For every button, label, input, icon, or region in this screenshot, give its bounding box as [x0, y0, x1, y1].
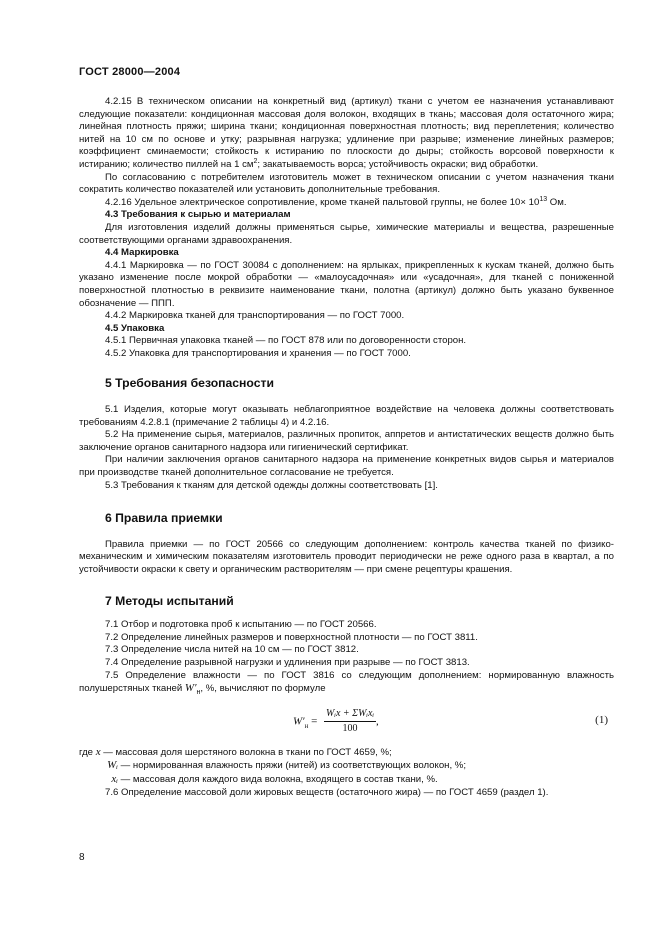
section-5-title: 5 Требования безопасности: [105, 376, 274, 391]
formula-where: где x — массовая доля шерстяного волокна в ткани по ГОСТ 4659, %;: [79, 745, 392, 758]
clause-7-2: 7.2 Определение линейных размеров и поверхностной плотности — по ГОСТ 3811.: [105, 631, 478, 643]
formula-denominator: 100: [342, 723, 358, 735]
clause-4-4-1: 4.4.1 Маркировка — по ГОСТ 30084 с дополнением: на ярлыках, прикрепленных к кускам тканей, должно быть указано изменение после мокрой обработки — «малоусадочная» или «усадочная», для тканей с пониженной поверхностной плотностью в реквизите наименование ткани, полотна (артикул) должно быть указано буквенное обозначение — ППП.: [79, 259, 614, 309]
clause-4-2-15: 4.2.15 В техническом описании на конкретный вид (артикул) ткани с учетом ее назначения устанавливают следующие показатели: кондиционная массовая доля волокон, входящих в ткань; массовая доля остаточного жира; линейная плотность пряжи; ширина ткани; кондиционная поверхностная плотность; вид переплетения; количество нитей на 10 см по основе и утку; разрывная нагрузка; удлинение при разрыве; изменение линейных размеров; коэффициент сминаемости; стойкость к истиранию по плоскости до дыры; стойкость ворсовой поверхности к истиранию; количество пиллей на 1 $см^2$; закатываемость ворса; устойчивость окраски; вид обработки.: [79, 96, 614, 170]
clause-4-5-1: 4.5.1 Первичная упаковка тканей — по ГОСТ 878 или по договоренности сторон.: [105, 335, 467, 347]
formula-number: (1): [595, 713, 608, 726]
page-number: 8: [79, 852, 85, 863]
formula-fraction: [324, 708, 376, 736]
clause-5-3: 5.3 Требования к тканям для детской одежды должны соответствовать [1].: [105, 479, 438, 491]
formula-def-wi: Wᵢ — нормированная влажность пряжи (нитей) из соответствующих волокон, %;: [107, 759, 466, 772]
clause-7-6: 7.6 Определение массовой доли жировых веществ (остаточного жира) — по ГОСТ 4659 (раздел 1).: [105, 786, 549, 798]
heading-4-5: 4.5 Упаковка: [105, 322, 165, 334]
clause-5-2: 5.2 На применение сырья, материалов, различных пропиток, аппретов и антистатических веществ должно быть заключение органов санитарного надзора или гигиенический сертификат.: [79, 429, 614, 453]
heading-4-3: 4.3 Требования к сырью и материалам: [105, 209, 291, 221]
page-content: [79, 96, 614, 799]
clause-5-2-note: При наличии заключения органов санитарного надзора на применение конкретных видов сырья и материалов при производстве тканей дополнительное согласование не требуется.: [79, 454, 614, 479]
clause-4-2-16: 4.2.16 Удельное электрическое сопротивление, кроме тканей пальтовой группы, не более $10\times 10^{13}$ Ом.: [105, 195, 567, 208]
section-6-title: 6 Правила приемки: [105, 511, 223, 526]
formula-numerator: Wᵢx + ΣWᵢxᵢ: [324, 708, 376, 723]
clause-5-1: 5.1 Изделия, которые могут оказывать неблагоприятное воздействие на человека должны соответствовать требованиям 4.2.8.1 (примечание 2 таблицы 4) и 4.2.16.: [79, 404, 614, 428]
document-header: ГОСТ 28000—2004: [79, 66, 181, 78]
clause-7-3: 7.3 Определение числа нитей на 10 см — по ГОСТ 3812.: [105, 644, 359, 656]
formula-def-xi: xᵢ — массовая доля каждого вида волокна, входящего в состав ткани, %.: [111, 772, 438, 785]
clause-7-4: 7.4 Определение разрывной нагрузки и удлинения при разрыве — по ГОСТ 3813.: [105, 656, 470, 668]
formula-expression: $W'_н$ = $\frac{\text{Wᵢx + ΣWᵢxᵢ}}{100}$ ,: [293, 707, 379, 735]
clause-4-4-2: 4.4.2 Маркировка тканей для транспортирования — по ГОСТ 7000.: [105, 310, 405, 322]
clause-7-1: 7.1 Отбор и подготовка проб к испытанию — по ГОСТ 20566.: [105, 619, 377, 631]
clause-4-3: Для изготовления изделий должны применяться сырье, химические материалы и вещества, разрешенные соответствующими органами здравоохранения.: [79, 221, 614, 246]
clause-7-5: 7.5 Определение влажности — по ГОСТ 3816 со следующим дополнением: нормированную влажность полушерстяных тканей $W'_н$, %, вычисляют по формуле: [79, 669, 614, 697]
clause-agreement: По согласованию с потребителем изготовитель может в техническом описании с учетом назначения ткани сократить количество показателей или установить дополнительные требования.: [79, 171, 614, 196]
formula-1: [79, 702, 614, 746]
section-7-title: 7 Методы испытаний: [105, 593, 234, 608]
heading-4-4: 4.4 Маркировка: [105, 247, 179, 259]
clause-4-5-2: 4.5.2 Упаковка для транспортирования и хранения — по ГОСТ 7000.: [105, 347, 411, 359]
clause-6: Правила приемки — по ГОСТ 20566 со следующим дополнением: контроль качества тканей по физико-механическим и химическим показателям изготовитель проводит периодически не реже одного раза в квартал, а по устойчивости окраски к свету и органическим растворителям — при смене рецептуры крашения.: [79, 538, 614, 575]
